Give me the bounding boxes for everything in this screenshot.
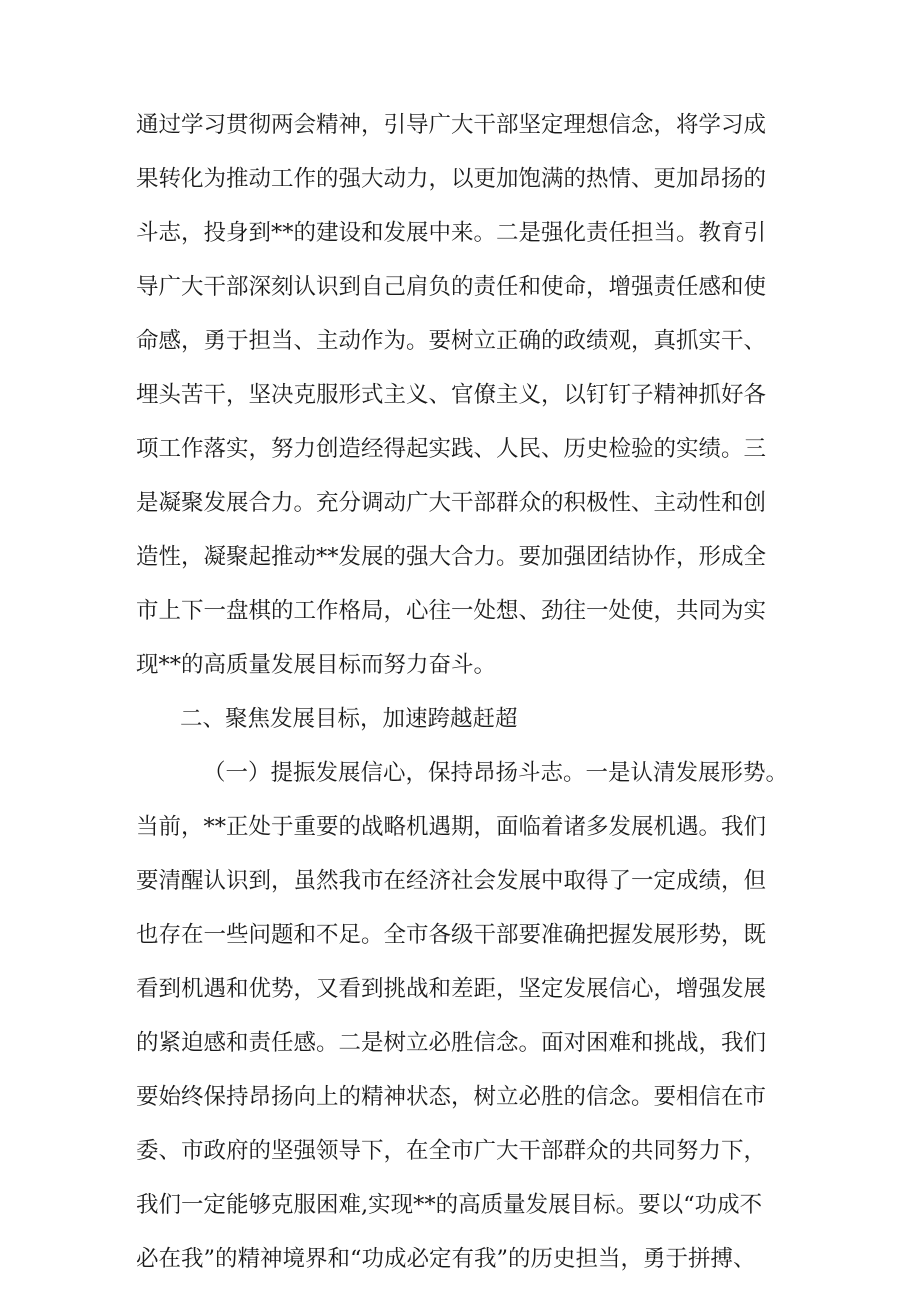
body-text-line: 果转化为推动工作的强大动力，以更加饱满的热情、更加昂扬的: [136, 166, 767, 192]
body-text-line: 埋头苦干，坚决克服形式主义、官僚主义，以钉钉子精神抓好各: [136, 382, 767, 408]
subsection-heading-line: （一）提振发展信心，保持昂扬斗志。一是认清发展形势。: [203, 760, 789, 786]
body-text-line: 看到机遇和优势，又看到挑战和差距，坚定发展信心，增强发展: [136, 976, 767, 1002]
body-text-line: 导广大干部深刻认识到自己肩负的责任和使命，增强责任感和使: [136, 274, 767, 300]
body-text-line: 委、市政府的坚强领导下，在全市广大干部群众的共同努力下，: [136, 1138, 767, 1164]
body-text-line: 斗志，投身到**的建设和发展中来。二是强化责任担当。教育引: [136, 220, 767, 246]
section-heading: 二、聚焦发展目标，加速跨越赶超: [180, 706, 518, 732]
body-text-line: 是凝聚发展合力。充分调动广大干部群众的积极性、主动性和创: [136, 490, 767, 516]
body-text-line: 市上下一盘棋的工作格局，心往一处想、劲往一处使，共同为实: [136, 598, 767, 624]
body-text-line: 现**的高质量发展目标而努力奋斗。: [136, 652, 497, 678]
body-text-line: 要清醒认识到，虽然我市在经济社会发展中取得了一定成绩，但: [136, 868, 767, 894]
body-text-line: 我们一定能够克服困难,实现**的高质量发展目标。要以“功成不: [136, 1192, 763, 1218]
body-text-line: 造性，凝聚起推动**发展的强大合力。要加强团结协作，形成全: [136, 544, 767, 570]
body-text-line: 当前，**正处于重要的战略机遇期，面临着诸多发展机遇。我们: [136, 814, 767, 840]
body-text-line: 也存在一些问题和不足。全市各级干部要准确把握发展形势，既: [136, 922, 767, 948]
body-text-line: 的紧迫感和责任感。二是树立必胜信念。面对困难和挑战，我们: [136, 1030, 767, 1056]
body-text-line: 要始终保持昂扬向上的精神状态，树立必胜的信念。要相信在市: [136, 1084, 767, 1110]
body-text-line: 命感，勇于担当、主动作为。要树立正确的政绩观，真抓实干、: [136, 328, 767, 354]
body-text-line: 通过学习贯彻两会精神，引导广大干部坚定理想信念，将学习成: [136, 112, 767, 138]
body-text-line: 必在我”的精神境界和“功成必定有我”的历史担当，勇于拼搏、: [136, 1246, 756, 1272]
body-text-line: 项工作落实，努力创造经得起实践、人民、历史检验的实绩。三: [136, 436, 767, 462]
